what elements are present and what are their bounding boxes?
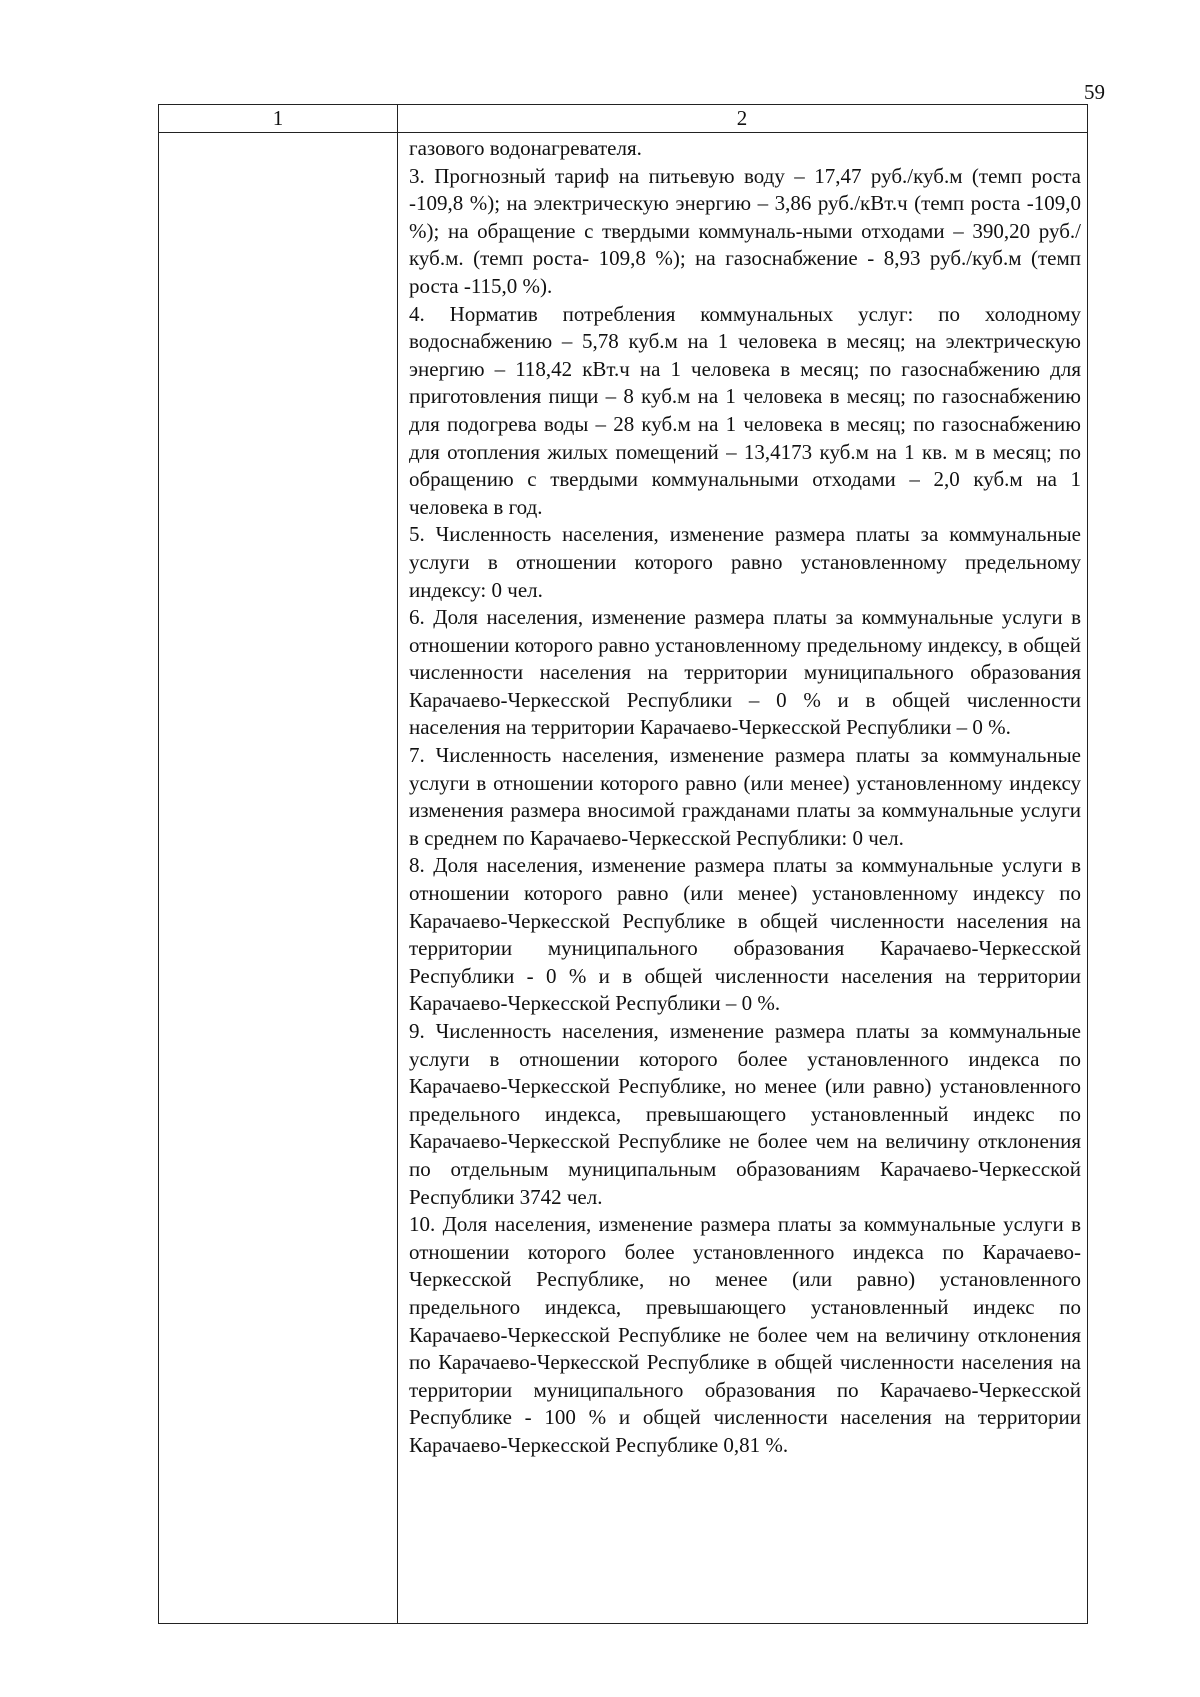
column-2-content: [409, 135, 1081, 1460]
column-1-header: 1: [272, 106, 284, 130]
paragraph-item-10: 10. Доля населения, изменение размера платы за коммунальные услуги в отношении которого более установленного индекса по Карачаево-Черкесской Республике, но менее (или равно) установленного предельного индекса, превышающего установленный индекс по Карачаево-Черкесской Республике не более чем на величину отклонения по Карачаево-Черкесской Республике в общей численности населения на территории муниципального образования по Карачаево-Черкесской Республике - 100 % и общей численности населения на территории Карачаево-Черкесской Республике 0,81 %.: [409, 1212, 1081, 1457]
paragraph-item-7: 7. Численность населения, изменение размера платы за коммунальные услуги в отношении которого равно (или менее) установленному индексу изменения размера вносимой гражданами платы за коммунальные услуги в среднем по Карачаево-Черкесской Республики: 0 чел.: [409, 743, 1081, 850]
document-table: [158, 104, 1088, 1624]
paragraph-item-6: 6. Доля населения, изменение размера платы за коммунальные услуги в отношении которого равно установленному предельному индексу, в общей численности населения на территории муниципального образования Карачаево-Черкесской Республики – 0 % и в общей численности населения на территории Карачаево-Черкесской Республики – 0 %.: [409, 605, 1081, 740]
page-number: 59: [1084, 80, 1105, 104]
paragraph-item-5: 5. Численность населения, изменение размера платы за коммунальные услуги в отношении которого равно установленному предельному индексу: 0 чел.: [409, 522, 1081, 602]
paragraph-continuation: газового водонагревателя.: [409, 136, 642, 160]
paragraph-item-4: 4. Норматив потребления коммунальных услуг: по холодному водоснабжению – 5,78 куб.м на 1 человека в месяц; на электрическую энергию – 118,42 кВт.ч на 1 человека в месяц; по газоснабжению для приготовления пищи – 8 куб.м на 1 человека в месяц; по газоснабжению для подогрева воды – 28 куб.м на 1 человека в месяц; по газоснабжению для отопления жилых помещений – 13,4173 куб.м на 1 кв. м в месяц; по обращению с твердыми коммунальными отходами – 2,0 куб.м на 1 человека в год.: [409, 301, 1081, 519]
paragraph-item-9: 9. Численность населения, изменение размера платы за коммунальные услуги в отношении которого более установленного индекса по Карачаево-Черкесской Республике, но менее (или равно) установленного предельного индекса, превышающего установленный индекс по Карачаево-Черкесской Республике не более чем на величину отклонения по отдельным муниципальным образованиям Карачаево-Черкесской Республики 3742 чел.: [409, 1019, 1081, 1209]
paragraph-item-3: 3. Прогнозный тариф на питьевую воду – 17,47 руб./куб.м (темп роста -109,8 %); на электрическую энергию – 3,86 руб./кВт.ч (темп роста -109,0 %); на обращение с твердыми коммуналь-ными отходами – 390,20 руб./куб.м. (темп роста- 109,8 %); на газоснабжение - 8,93 руб./куб.м (темп роста -115,0 %).: [409, 163, 1081, 298]
table-header-row: [159, 105, 1087, 133]
column-divider: [397, 105, 398, 1623]
paragraph-item-8: 8. Доля населения, изменение размера платы за коммунальные услуги в отношении которого равно (или менее) установленному индексу по Карачаево-Черкесской Республике в общей численности населения на территории муниципального образования Карачаево-Черкесской Республики - 0 % и в общей численности населения на территории Карачаево-Черкесской Республики – 0 %.: [409, 853, 1081, 1016]
column-2-header: 2: [736, 106, 748, 130]
